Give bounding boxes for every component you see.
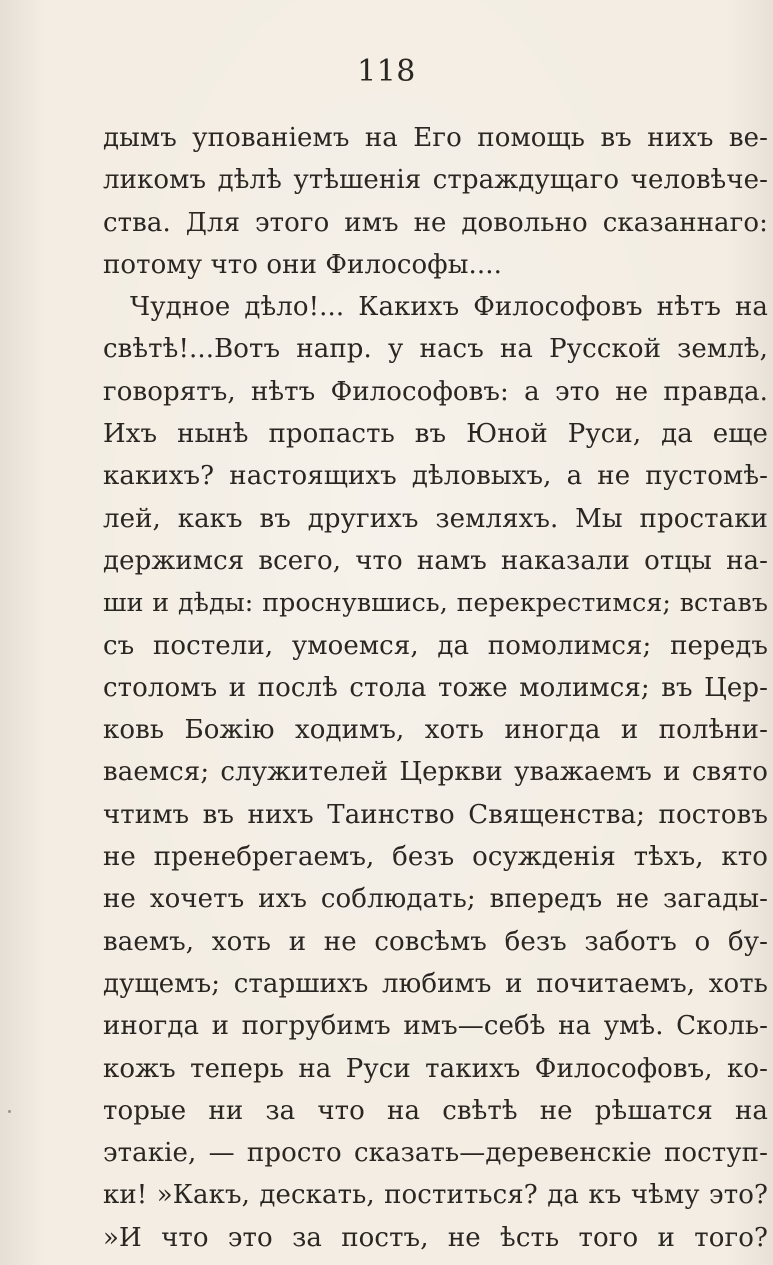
text-line: ваемся; служителей Церкви уважаемъ и свято: [103, 757, 768, 788]
text-line: »И что это за постъ, не ѣсть того и того?: [103, 1222, 768, 1253]
text-line: потому что они Философы....: [103, 249, 502, 280]
text-line: торые ни за что на свѣтѣ не рѣшатся на: [103, 1095, 768, 1126]
text-line: говорятъ, нѣтъ Философовъ: а это не правда.: [103, 376, 768, 407]
paper-speck: [8, 1110, 11, 1113]
text-line: ковь Божію ходимъ, хоть иногда и полѣни-: [103, 715, 768, 746]
text-line: съ постели, умоемся, да помолимся; передъ: [103, 630, 768, 661]
text-line: лей, какъ въ другихъ земляхъ. Мы простаки: [103, 503, 768, 534]
text-line: чтимъ въ нихъ Таинство Священства; постовъ: [103, 799, 768, 830]
text-line: этакіе, — просто сказать—деревенскіе поступ-: [103, 1138, 768, 1169]
text-line: ши и дѣды: проснувшись, перекрестимся; вставъ: [103, 588, 768, 618]
paragraph-start-line: Чудное дѣло!... Какихъ Философовъ нѣтъ на: [130, 292, 768, 323]
text-line: кожъ теперь на Руси такихъ Философовъ, ко-: [103, 1053, 768, 1084]
text-line: ства. Для этого имъ не довольно сказаннаго:: [103, 207, 768, 238]
text-line: дымъ упованіемъ на Его помощь въ нихъ ве-: [103, 123, 768, 153]
text-line: дущемъ; старшихъ любимъ и почитаемъ, хоть: [103, 968, 768, 999]
body-text: [103, 117, 768, 1259]
text-line: ваемъ, хоть и не совсѣмъ безъ заботъ о бу-: [103, 926, 768, 957]
text-line: свѣтѣ!...Вотъ напр. у насъ на Русской землѣ,: [103, 334, 768, 365]
text-line: не пренебрегаемъ, безъ осужденія тѣхъ, кто: [103, 842, 768, 873]
text-line: держимся всего, что намъ наказали отцы на-: [103, 545, 768, 576]
text-line: не хочетъ ихъ соблюдать; впередъ не загады-: [103, 884, 768, 915]
text-line: ки! »Какъ, дескать, поститься? да къ чѣму это?: [103, 1180, 768, 1211]
text-line: Ихъ нынѣ пропасть въ Юной Руси, да еще: [103, 419, 768, 450]
text-line: ликомъ дѣлѣ утѣшенія страждущаго человѣче-: [103, 165, 768, 196]
page-number: 118: [357, 54, 416, 89]
text-line: столомъ и послѣ стола тоже молимся; въ Цер-: [103, 672, 768, 703]
text-line: иногда и погрубимъ имъ—себѣ на умѣ. Сколь-: [103, 1011, 768, 1042]
text-line: какихъ? настоящихъ дѣловыхъ, а не пустомѣ-: [103, 461, 768, 492]
